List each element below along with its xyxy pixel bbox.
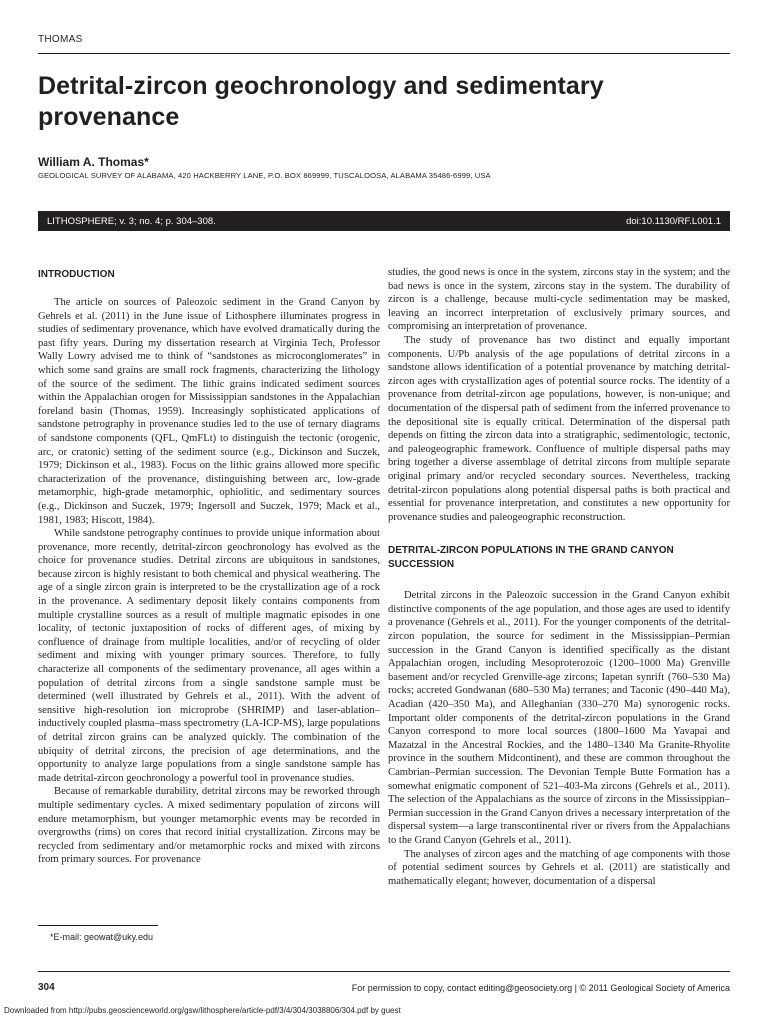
citation-banner [38,211,730,231]
author-affiliation: GEOLOGICAL SURVEY OF ALABAMA, 420 HACKBERRY LANE, P.O. BOX 869999, TUSCALOOSA, ALABAMA 35486-6999, USA [38,171,491,180]
author-email-footnote: *E-mail: geowat@uky.edu [50,932,154,942]
permission-notice: For permission to copy, contact editing@geosociety.org | © 2011 Geological Society of America [351,983,730,993]
download-note: Downloaded from http://pubs.geoscienceworld.org/gsw/lithosphere/article-pdf/3/4/304/3038806/304.pdf by guest [4,1006,401,1015]
running-head: THOMAS [38,34,83,45]
article-title: Detrital-zircon geochronology and sedimentary provenance [38,72,604,131]
paragraph: Because of remarkable durability, detrital zircons may be reworked through multiple sedimentary cycles. A mixed sedimentary population of zircons will endure metamorphism, but younger metamorphic events may be recorded in overgrowths (rims) on cores that record initial crystallization. Zircons may be recycled from sedimentary and/or metamorphic rocks and mixed with zircons from primary sources. For provenance [38,786,380,866]
right-column [388,266,730,888]
footnote-rule [38,925,158,926]
section-heading-introduction: INTRODUCTION [38,269,115,280]
doi-link[interactable]: doi:10.1130/RF.L001.1 [626,215,721,227]
paragraph: studies, the good news is once in the system, zircons stay in the system; and the bad news is once in the system, zircons stay in the system. The durability of zircon is a challenge, because multi-cycle sedimentation may be masked, leaving an incorrect interpretation of exclusively primary sources, and compromising an interpretation of provenance. [388,267,730,333]
footer-rule [38,971,730,972]
paragraph: While sandstone petrography continues to provide unique information about provenance, more recently, detrital-zircon geochronology has evolved as the choice for provenance studies. Detrital zircons are ubiquitous in sandstones, because zircon is highly resistant to both chemical and physical weathering. The age of a single zircon grain is interpreted to be the crystallization age of a rock in the provenance. A sedimentary deposit likely contains components from multiple crystalline sources as a result of multiple magmatic episodes in one locality, of tectonic juxtaposition of rocks of different ages, of mixing by confluence of drainage from multiple localities, and/or of recycling of older sediment and mixing with younger primary sources. Therefore, to fully characterize all components of the sedimentary provenance, all ages within a population of detrital zircons from a single sandstone sample must be determined (well illustrated by Gehrels et al., 2011). With the advent of sensitive high-resolution ion microprobe (SHRIMP) and laser-ablation–inductively coupled plasma–mass spectrometry (LA-ICP-MS), large populations of detrital zircon grains can be analyzed quickly. The combination of the ubiquity of detrital zircons, the precision of age determinations, and the opportunity to analyze large populations from a single sandstone sample has made detrital-zircon geochronology a powerful tool in provenance studies. [38,528,380,784]
paragraph: The analyses of zircon ages and the matching of age components with those of potential sediment sources by Gehrels et al. (2011) are statistically and mathematically elegant; however, documentation of a dispersal [388,848,730,887]
author-name: William A. Thomas* [38,155,149,169]
header-rule [38,53,730,54]
paragraph: The article on sources of Paleozoic sediment in the Grand Canyon by Gehrels et al. (2011) in the June issue of Lithosphere illuminates progress in studies of sedimentary provenance, which have evolved dramatically during the past fifty years. During my dissertation research at Virginia Tech, Professor Wally Lowry advised me to think of “sandstones as microconglomerates” in which some sand grains are small rock fragments, characterizing the lithology of the source of the sediment. The lithic grains indicated sediment sources within the Appalachian orogen for Mississippian sandstones in the Appalachian foreland basin (Thomas, 1959). Increasingly sophisticated applications of sandstone petrography in provenance studies led to the use of ternary diagrams of sandstone components (QFL, QmFLt) to distinguish the tectonic (orogenic, arc, or cratonic) setting of the sediment source (e.g., Dickinson and Suczek, 1979; Dickinson et al., 1983). Focus on the lithic grains allowed more specific characterization of the provenance, distinguishing between arc, low-grade metamorphic, high-grade metamorphic, ophiolitic, and sedimentary sources (e.g., Dickinson and Suczek, 1979; Ingersoll and Suczek, 1979; Mack et al., 1981, 1983; Hiscott, 1984). [38,297,380,526]
page-number: 304 [38,982,55,993]
journal-citation: LITHOSPHERE; v. 3; no. 4; p. 304–308. [47,215,216,227]
left-column [38,268,380,867]
paragraph: Detrital zircons in the Paleozoic succession in the Grand Canyon exhibit distinctive components of the age population, and those ages are used to identify a provenance (Gehrels et al., 2011). For the younger components of the detrital-zircon population, the source for sediment in the Mississippian–Permian succession in the Grand Canyon is identified specifically as the distant Appalachian orogen, including Mesoproterozoic (1200–1000 Ma) Grenville basement and/or recycled Grenville-age zircons; Iapetan synrift (760–530 Ma) rocks; accreted Gondwanan (680–530 Ma) terranes; and Taconic (490–440 Ma), Acadian (420–350 Ma), and Alleghanian (330–270 Ma) synorogenic rocks. Important older components of the detrital-zircon populations in the Grand Canyon correspond to more local sources (1800–1600 Ma Yavapai and Mazatzal in the Ancestral Rockies, and the 1480–1340 Ma Granite-Rhyolite province in the southern Midcontinent), and these are common throughout the Cambrian–Permian succession. The Devonian Temple Butte Formation has a somewhat enigmatic component of 521–403-Ma zircons (Gehrels et al., 2011). The selection of the Appalachians as the source of zircons in the Mississippian–Permian succession in the Grand Canyon drives a necessary interpretation of the dispersal system—a large transcontinental river or rivers from the Appalachians to the Grand Canyon (Gehrels et al., 2011). [388,590,730,846]
paragraph: The study of provenance has two distinct and equally important components. U/Pb analysis of the age populations of detrital zircons in a sandstone allows identification of a potential provenance by matching detrital-zircon ages with crystallization ages of potential source rocks. The identity of a provenance from detrital-zircon age populations, however, is non-unique; and documentation of the dispersal path of sediment from the inferred provenance to the depositional site is equally critical. Determination of the dispersal path depends on fitting the zircon data into a stratigraphic, sedimentologic, tectonic, and paleogeographic framework. Confluence of multiple dispersal paths may bring together a diverse assemblage of detrital zircons from multiple separate original primary and/or recycled secondary sources. Nevertheless, tracking detrital-zircon populations along potential dispersal paths is both practical and essential for provenance interpretation, and constitutes a new opportunity for provenance studies and paleogeographic reconstruction. [388,334,730,523]
section-heading-grand-canyon: DETRITAL-ZIRCON POPULATIONS IN THE GRAND CANYON SUCCESSION [388,545,674,571]
